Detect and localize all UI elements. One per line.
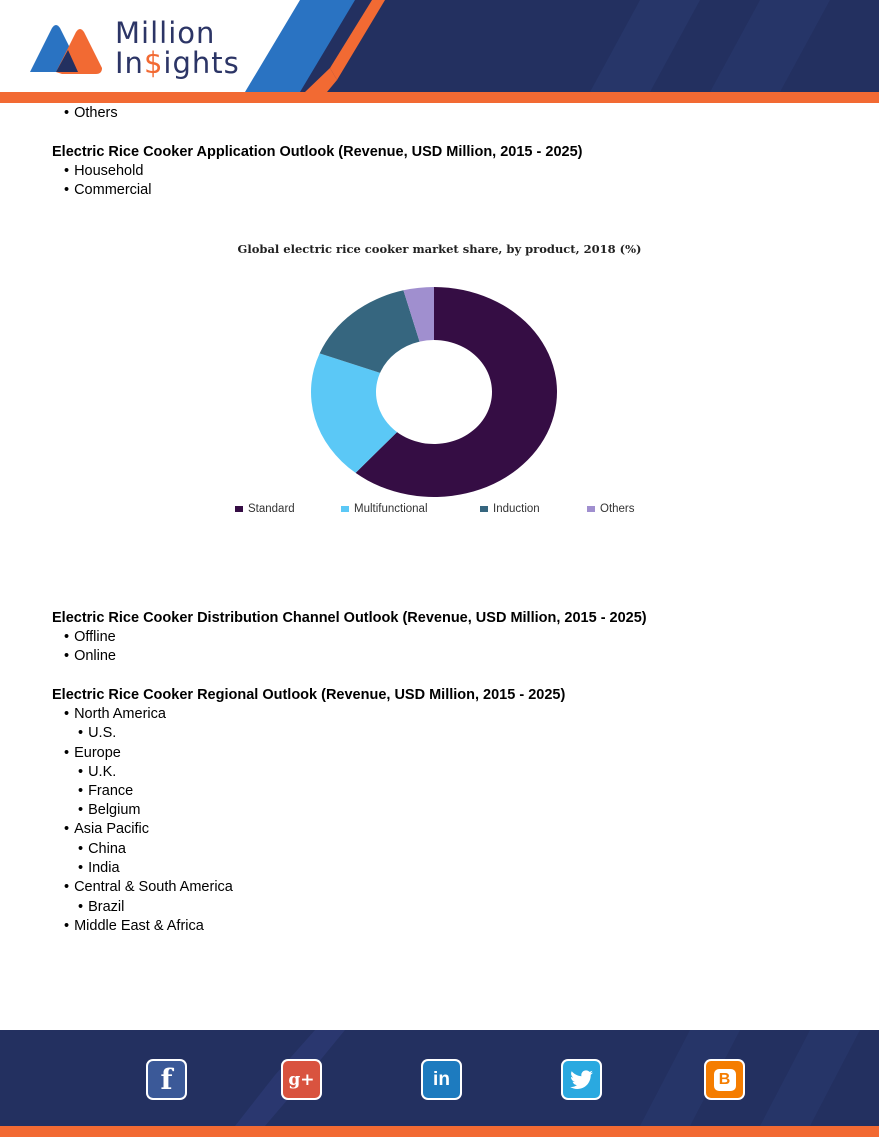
legend-item-multifunctional (341, 503, 428, 515)
blogger-icon[interactable] (706, 1061, 743, 1098)
list-item: • Asia Pacific (64, 820, 149, 839)
legend-label: Induction (493, 503, 540, 515)
list-item: • Household (64, 162, 143, 181)
legend-label: Others (600, 503, 635, 515)
legend-label: Multifunctional (354, 503, 428, 515)
legend-item-standard (235, 503, 295, 515)
distribution-heading: Electric Rice Cooker Distribution Channel Outlook (Revenue, USD Million, 2015 - 2025) (52, 610, 647, 626)
list-item: • Belgium (78, 801, 140, 820)
logo-line-1: Million (115, 16, 216, 50)
legend-item-others (587, 503, 635, 515)
chart-legend (0, 503, 879, 521)
facebook-icon[interactable]: f (148, 1061, 185, 1098)
twitter-bird-icon (570, 1070, 594, 1090)
list-item: • U.S. (78, 724, 116, 743)
list-item: • Middle East & Africa (64, 917, 204, 936)
twitter-icon[interactable] (563, 1061, 600, 1098)
list-item: • Europe (64, 744, 121, 763)
list-item: • Brazil (78, 898, 124, 917)
application-heading: Electric Rice Cooker Application Outlook (Revenue, USD Million, 2015 - 2025) (52, 144, 583, 160)
legend-item-induction (480, 503, 540, 515)
list-item: • India (78, 859, 120, 878)
list-item: • Others (64, 104, 118, 123)
regional-heading: Electric Rice Cooker Regional Outlook (Revenue, USD Million, 2015 - 2025) (52, 687, 566, 703)
list-item: • North America (64, 705, 166, 724)
list-item: • Offline (64, 628, 116, 647)
linkedin-icon[interactable]: in (423, 1061, 460, 1098)
list-item: • France (78, 782, 133, 801)
list-item: • Online (64, 647, 116, 666)
legend-swatch (587, 506, 595, 512)
list-item: • Commercial (64, 181, 151, 200)
chart-title: Global electric rice cooker market share, by product, 2018 (%) (237, 242, 642, 256)
blogger-glyph: B (714, 1069, 736, 1091)
logo-line-2: In$ights (115, 46, 240, 80)
legend-swatch (480, 506, 488, 512)
list-item: • Central & South America (64, 878, 233, 897)
list-item: • U.K. (78, 763, 116, 782)
legend-swatch (235, 506, 243, 512)
google-plus-icon[interactable]: g+ (283, 1061, 320, 1098)
list-item: • China (78, 840, 126, 859)
legend-label: Standard (248, 503, 295, 515)
legend-swatch (341, 506, 349, 512)
